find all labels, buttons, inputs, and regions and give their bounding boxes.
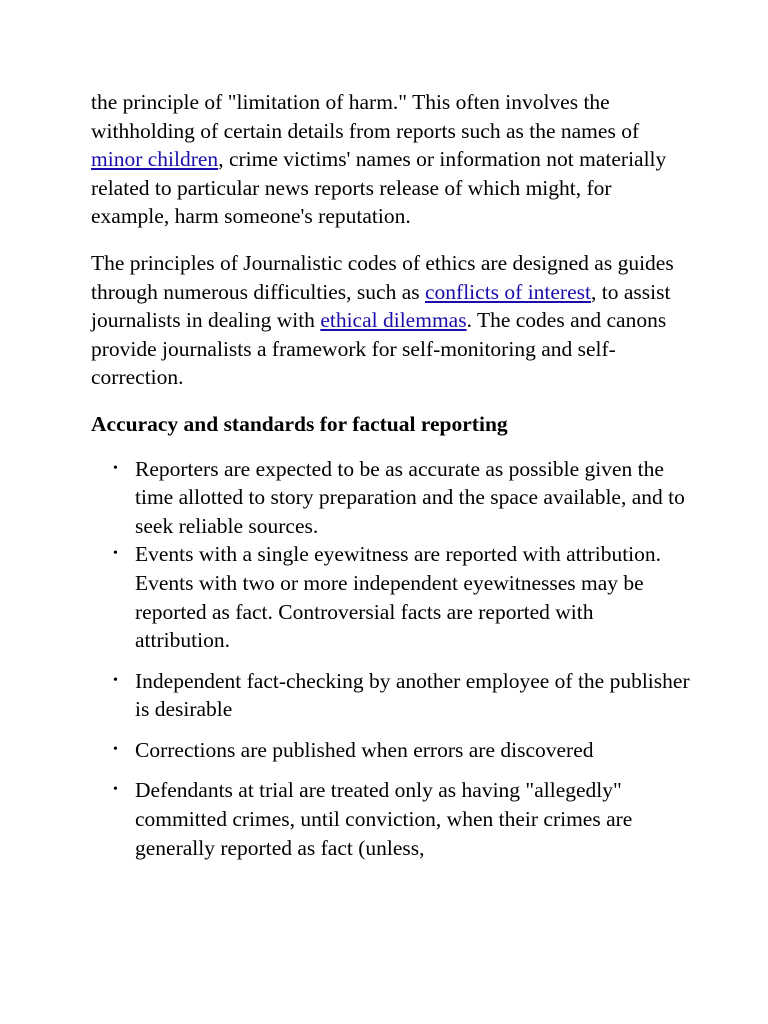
paragraph-text: , to assist journalists in dealing with xyxy=(91,279,671,333)
list-item xyxy=(91,667,691,724)
list-item xyxy=(91,540,691,654)
bullet-icon: • xyxy=(113,546,118,562)
paragraph-codes-of-ethics xyxy=(91,249,691,392)
bullet-icon: • xyxy=(113,741,118,757)
list-item xyxy=(91,455,691,541)
section-heading: Accuracy and standards for factual reporting xyxy=(91,411,508,436)
list-item-text: Events with a single eyewitness are reported with attribution. Events with two or more independent eyewitnesses may be reported as fact. Controversial facts are reported with attribution. xyxy=(135,542,662,653)
paragraph-limitation-of-harm xyxy=(91,88,691,231)
paragraph-text: the principle of "limitation of harm." This often involves the withholding of certain details from reports such as the names of xyxy=(91,90,640,143)
paragraph-text: . The codes and canons provide journalists a framework for self-monitoring and self-correction. xyxy=(91,308,667,390)
bullet-list xyxy=(91,455,691,863)
link-minor-children[interactable]: minor children xyxy=(91,147,219,172)
bullet-icon: • xyxy=(113,672,118,688)
link-ethical-dilemmas[interactable]: ethical dilemmas xyxy=(320,308,467,333)
document-page xyxy=(91,88,691,862)
bullet-icon: • xyxy=(113,782,118,798)
link-conflicts-of-interest[interactable]: conflicts of interest xyxy=(425,279,591,304)
paragraph-text: , crime victims' names or information not materially related to particular news reports release of which might, for example, harm someone's reputation. xyxy=(91,147,667,229)
paragraph-text: The principles of Journalistic codes of ethics are designed as guides through numerous difficulties, such as xyxy=(91,250,674,304)
list-item-text: Reporters are expected to be as accurate as possible given the time allotted to story preparation and the space available, and to seek reliable sources. xyxy=(135,456,685,538)
list-item xyxy=(91,776,691,862)
bullet-icon: • xyxy=(113,460,118,476)
list-item xyxy=(91,736,691,765)
list-item-text: Corrections are published when errors are discovered xyxy=(135,737,594,762)
list-item-text: Independent fact-checking by another employee of the publisher is desirable xyxy=(135,668,690,722)
list-item-text: Defendants at trial are treated only as having "allegedly" committed crimes, until conviction, when their crimes are generally reported as fact (unless, xyxy=(135,778,633,860)
